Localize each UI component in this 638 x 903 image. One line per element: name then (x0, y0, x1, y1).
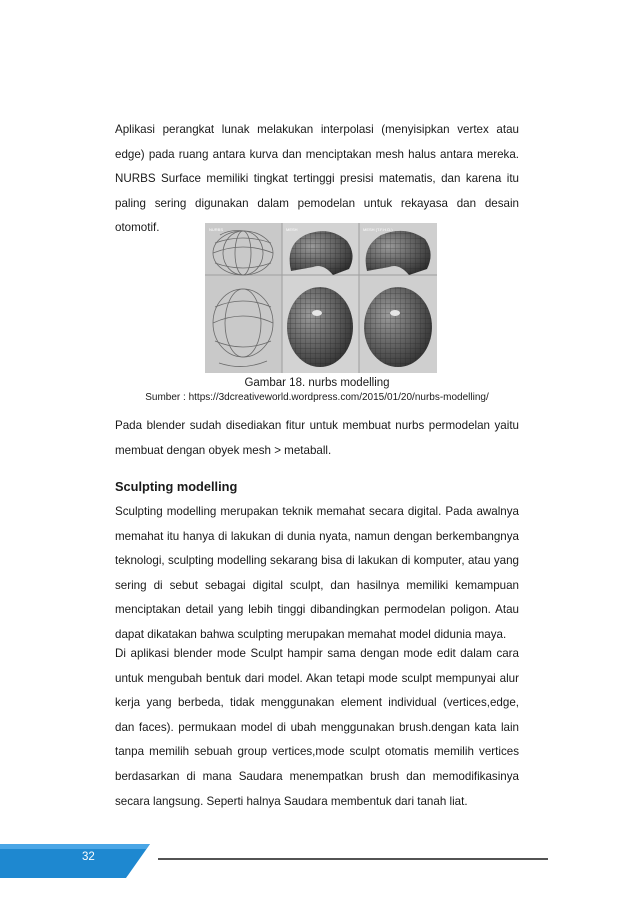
blender-paragraph: Pada blender sudah disediakan fitur untuk membuat nurbs permodelan yaitu membuat dengan obyek mesh > metaball. (115, 419, 519, 457)
nurbs-modelling-figure (205, 223, 437, 373)
intro-paragraph: Aplikasi perangkat lunak melakukan interpolasi (menyisipkan vertex atau edge) pada ruang antara kurva dan menciptakan mesh halus antara mereka. NURBS Surface memiliki tingkat tertinggi presisi matematis, dan karena itu paling sering digunakan dalam pemodelan untuk rekayasa dan desain otomotif. (115, 123, 519, 235)
figure-caption: Gambar 18. nurbs modelling (244, 377, 390, 389)
smooth-mesh-head-bottom (364, 287, 432, 367)
nurbs-comparison-image (205, 223, 437, 373)
panel-label-nurbs: NURBS (209, 227, 224, 232)
figure-source: Sumber : https://3dcreativeworld.wordpress.com/2015/01/20/nurbs-modelling/ (145, 392, 489, 403)
panel-label-mesh-smooth: MESH (T.F.H.D.) (363, 227, 393, 232)
page-number-badge (0, 844, 150, 878)
section-heading: Sculpting modelling (115, 479, 238, 494)
sculpting-paragraph: Sculpting modelling merupakan teknik memahat secara digital. Pada awalnya memahat itu hanya di lakukan di dunia nyata, namun dengan berkembangnya teknologi, sculpting modelling sekarang bisa di lakukan di komputer, atau yang sering di sebut sebagai digital sculpt, dan hasilnya memiliki kemampuan menciptakan detail yang lebih tinggi dibandingkan permodelan poligon. Atau dapat dikatakan bahwa sculpting merupakan memahat model didunia maya. (115, 505, 519, 641)
nurbs-panel (205, 223, 282, 373)
page-number: 32 (82, 851, 95, 863)
mesh-head-bottom (287, 287, 353, 367)
sculpt-mode-paragraph: Di aplikasi blender mode Sculpt hampir sama dengan mode edit dalam cara untuk mengubah bentuk dari model. Akan tetapi mode sculpt mempunyai alur kerja yang berbeda, tidak menggunakan element individual (vertices,edge, dan faces). permukaan model di ubah menggunakan brush.dengan kata lain tanpa memilih sebuah group vertices,mode sculpt otomatis memilih vertices berdasarkan di mana Saudara menempatkan brush dan memodifikasinya secara langsung. Seperti halnya Saudara membentuk dari tanah liat. (115, 647, 519, 808)
footer-band (0, 844, 638, 878)
panel-label-mesh: MESH (286, 227, 298, 232)
